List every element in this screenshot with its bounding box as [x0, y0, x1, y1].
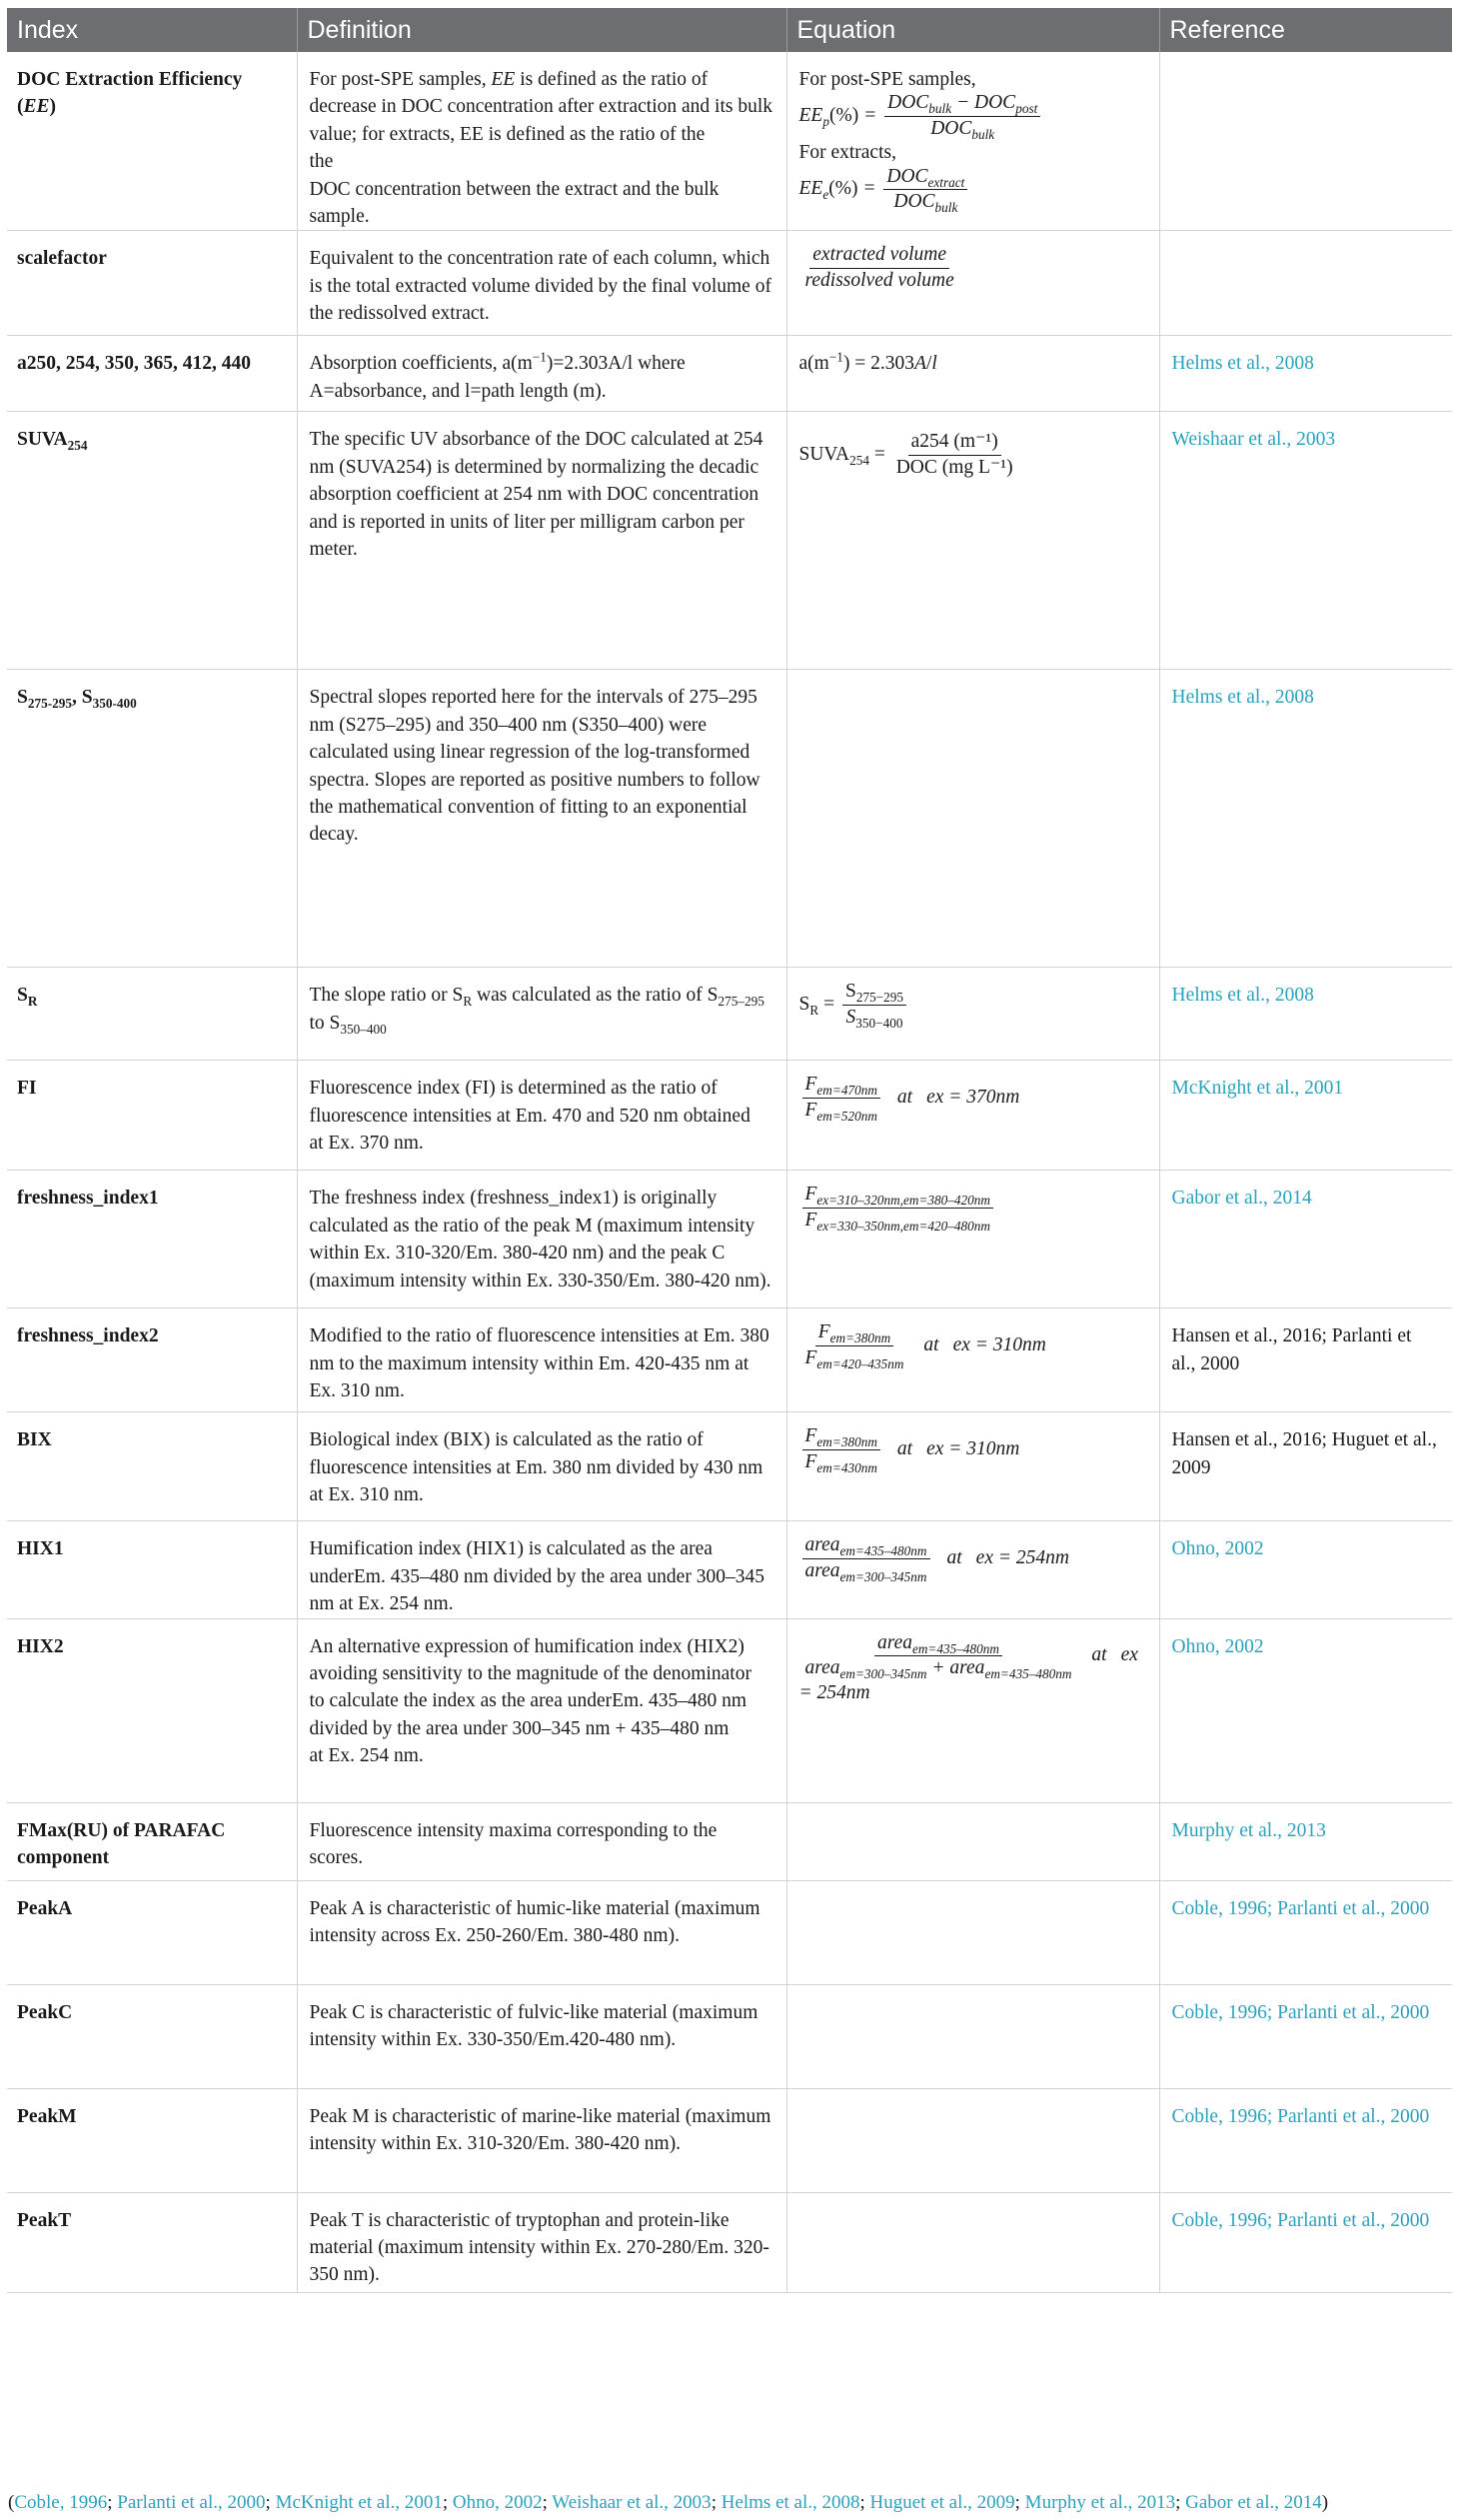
table-footnote: (Coble, 1996; Parlanti et al., 2000; McKnight et al., 2001; Ohno, 2002; Weishaar et al., 2003; Helms et al., 2008; Huguet et al., 2009; Murphy et al., 2013; Gabor et al., 2014) — [8, 2492, 1329, 2513]
definition-cell: Biological index (BIX) is calculated as the ratio of fluorescence intensities at Em. 380 nm divided by 430 nm at Ex. 310 nm. — [297, 1412, 786, 1521]
header-reference: Reference — [1159, 8, 1452, 52]
index-cell: FI — [7, 1061, 297, 1171]
equation: $\frac{F_{ex=310-320nm,em=380-420nm}}{F_{ex=330-350nm,em=420-480nm}}$ — [799, 1197, 996, 1218]
table-container — [7, 8, 1452, 2293]
definition-cell: Peak T is characteristic of tryptophan and protein-like material (maximum intensity within Ex. 270-280/Em. 320-350 nm). — [297, 2192, 786, 2292]
header-definition: Definition — [297, 8, 786, 52]
reference-cell: Helms et al., 2008 — [1159, 968, 1452, 1061]
table-row — [7, 1880, 1452, 1984]
equation-cell — [786, 1521, 1159, 1618]
table-row — [7, 1521, 1452, 1618]
index-cell: a250, 254, 350, 365, 412, 440 — [7, 336, 297, 412]
index-cell: DOC Extraction Efficiency (EE) — [7, 52, 297, 231]
index-cell: PeakC — [7, 1984, 297, 2088]
equation: $\frac{area_{em=435-480nm}}{area_{em=300-345nm}}$ at ex = 254nm — [799, 1547, 1069, 1568]
reference-cell: Hansen et al., 2016; Huguet et al., 2009 — [1159, 1412, 1452, 1521]
definition-cell: Fluorescence intensity maxima corresponding to the scores. — [297, 1802, 786, 1880]
reference-cell — [1159, 231, 1452, 336]
equation: $a(m^{-1}) = 2.303A/l$ — [798, 349, 937, 375]
table-row — [7, 336, 1452, 412]
equation-cell — [786, 1618, 1159, 1802]
reference-cell: Murphy et al., 2013 — [1159, 1802, 1452, 1880]
reference-link[interactable]: Parlanti et al., 2000 — [1171, 1325, 1412, 1374]
equation-cell — [786, 1802, 1159, 1880]
equation: $SUVA_{254}$ = $\frac{\text{a254 (m⁻¹)}}{\text{DOC (mg L⁻¹)}}$ — [798, 431, 1013, 478]
index-cell: freshness_index1 — [7, 1171, 297, 1308]
reference-cell — [1159, 52, 1452, 231]
table-row — [7, 1171, 1452, 1308]
table-row — [7, 1618, 1452, 1802]
equation-text: For post-SPE samples, — [798, 69, 976, 90]
equation-cell — [786, 1984, 1159, 2088]
index-cell: $S_{275-295}$, $S_{350-400}$ — [7, 670, 297, 968]
table-row — [7, 1308, 1452, 1412]
index-cell: PeakA — [7, 1880, 297, 1984]
equation-cell — [786, 231, 1159, 336]
equation-cell — [786, 52, 1159, 231]
equation: $\frac{F_{em=380nm}}{F_{em=420-435nm}}$ at ex = 310nm — [804, 1321, 1046, 1371]
index-cell: $S_R$ — [7, 968, 297, 1061]
definition-cell: An alternative expression of humification index (HIX2) avoiding sensitivity to the magnitude of the denominator to calculate the index as the area underEm. 435–480 nm divided by the area under 300–345 nm + 435–480 nm at Ex. 254 nm. — [297, 1618, 786, 1802]
equation-cell — [786, 1880, 1159, 1984]
table-row — [7, 1061, 1452, 1171]
index-cell: PeakM — [7, 2088, 297, 2192]
reference-cell: Weishaar et al., 2003 — [1159, 412, 1452, 670]
equation-cell — [786, 1171, 1159, 1308]
table-row — [7, 231, 1452, 336]
definition-cell: Peak A is characteristic of humic-like material (maximum intensity across Ex. 250-260/Em. 380-480 nm). — [297, 1880, 786, 1984]
definition-cell: The specific UV absorbance of the DOC calculated at 254 nm (SUVA254) is determined by normalizing the decadic absorption coefficient at 254 nm with DOC concentration and is reported in units of liter per milligram carbon per meter. — [297, 412, 786, 670]
equation-cell — [786, 2088, 1159, 2192]
equation-cell — [786, 968, 1159, 1061]
header-equation: Equation — [786, 8, 1159, 52]
equation: $\frac{F_{em=470nm}}{F_{em=520nm}}$ at ex = 370nm — [799, 1087, 1020, 1108]
table-header — [7, 8, 1452, 52]
equation-cell — [786, 1412, 1159, 1521]
indices-table — [7, 8, 1452, 2293]
definition-cell: Modified to the ratio of fluorescence intensities at Em. 380 nm to the maximum intensity within Em. 420-435 nm at Ex. 310 nm. — [297, 1308, 786, 1412]
index-cell: scalefactor — [7, 231, 297, 336]
reference-cell: Coble, 1996; Parlanti et al., 2000 — [1159, 1984, 1452, 2088]
reference-cell: Coble, 1996; Parlanti et al., 2000 — [1159, 2088, 1452, 2192]
reference-cell: Ohno, 2002 — [1159, 1521, 1452, 1618]
index-cell: PeakT — [7, 2192, 297, 2292]
definition-cell: Peak C is characteristic of fulvic-like material (maximum intensity within Ex. 330-350/Em.420-480 nm). — [297, 1984, 786, 2088]
equation-text: For extracts, — [798, 142, 896, 164]
equation: $S_R$ = $\frac{S_{275-295}}{S_{350-400}}$ — [799, 994, 910, 1015]
index-cell: BIX — [7, 1412, 297, 1521]
table-row — [7, 1984, 1452, 2088]
table-row — [7, 1802, 1452, 1880]
equation: $\frac{area_{em=435-480nm}}{area_{em=300-345nm} + area_{em=435-480nm}}$ at ex = 254nm — [798, 1631, 1138, 1703]
index-cell: FMax(RU) of PARAFAC component — [7, 1802, 297, 1880]
table-row — [7, 52, 1452, 231]
definition-cell: Spectral slopes reported here for the intervals of 275–295 nm (S275–295) and 350–400 nm (S350–400) were calculated using linear regression of the log-transformed spectra. Slopes are reported as positive numbers to follow the mathematical convention of fitting to an exponential decay. — [297, 670, 786, 968]
equation: $EE_p(\%)$ = $\frac{DOC_{bulk} - DOC_{post}}{DOC_{bulk}}$ — [799, 105, 1044, 126]
equation: $\frac{\text{extracted volume}}{\text{redissolved volume}}$ — [804, 244, 954, 291]
table-row — [7, 2088, 1452, 2192]
definition-cell: The slope ratio or $S_R$ was calculated as the ratio of $S_{275-295}$ to $S_{350-400}$ — [297, 968, 786, 1061]
definition-cell: Fluorescence index (FI) is determined as the ratio of fluorescence intensities at Em. 470 and 520 nm obtained at Ex. 370 nm. — [297, 1061, 786, 1171]
reference-link[interactable]: Huguet et al., 2009 — [1171, 1429, 1437, 1478]
index-cell: HIX1 — [7, 1521, 297, 1618]
index-cell: HIX2 — [7, 1618, 297, 1802]
table-row — [7, 968, 1452, 1061]
equation-cell — [786, 2192, 1159, 2292]
equation-cell — [786, 1061, 1159, 1171]
equation: $EE_e(\%)$ = $\frac{DOC_{extract}}{DOC_{bulk}}$ — [799, 178, 971, 199]
reference-cell: Coble, 1996; Parlanti et al., 2000 — [1159, 1880, 1452, 1984]
reference-cell: Hansen et al., 2016; Parlanti et al., 2000 — [1159, 1308, 1452, 1412]
index-cell: $SUVA_{254}$ — [7, 412, 297, 670]
equation: $\frac{F_{em=380nm}}{F_{em=430nm}}$ at ex = 310nm — [799, 1438, 1020, 1459]
equation-cell — [786, 412, 1159, 670]
header-index: Index — [7, 8, 297, 52]
index-cell: freshness_index2 — [7, 1308, 297, 1412]
definition-cell: Absorption coefficients, $a(m^{-1})=2.303A/l$ where A=absorbance, and l=path length (m). — [297, 336, 786, 412]
equation-cell — [786, 670, 1159, 968]
definition-cell: Peak M is characteristic of marine-like material (maximum intensity within Ex. 310-320/Em. 380-420 nm). — [297, 2088, 786, 2192]
table-row — [7, 2192, 1452, 2292]
table-row — [7, 1412, 1452, 1521]
definition-cell: For post-SPE samples, EE is defined as the ratio of decrease in DOC concentration after extraction and its bulk value; for extracts, EE is defined as the ratio of the the DOC concentration between the extract and the bulk sample. — [297, 52, 786, 231]
reference-cell: Coble, 1996; Parlanti et al., 2000 — [1159, 2192, 1452, 2292]
equation-cell — [786, 336, 1159, 412]
definition-cell: Humification index (HIX1) is calculated as the area underEm. 435–480 nm divided by the area under 300–345 nm at Ex. 254 nm. — [297, 1521, 786, 1618]
reference-cell: McKnight et al., 2001 — [1159, 1061, 1452, 1171]
reference-cell: Helms et al., 2008 — [1159, 670, 1452, 968]
equation-cell — [786, 1308, 1159, 1412]
reference-cell: Ohno, 2002 — [1159, 1618, 1452, 1802]
table-row — [7, 670, 1452, 968]
table-row — [7, 412, 1452, 670]
reference-cell: Helms et al., 2008 — [1159, 336, 1452, 412]
reference-cell: Gabor et al., 2014 — [1159, 1171, 1452, 1308]
definition-cell: Equivalent to the concentration rate of each column, which is the total extracted volume divided by the final volume of the redissolved extract. — [297, 231, 786, 336]
definition-cell: The freshness index (freshness_index1) is originally calculated as the ratio of the peak M (maximum intensity within Ex. 310-320/Em. 380-420 nm) and the peak C (maximum intensity within Ex. 330-350/Em. 380-420 nm). — [297, 1171, 786, 1308]
